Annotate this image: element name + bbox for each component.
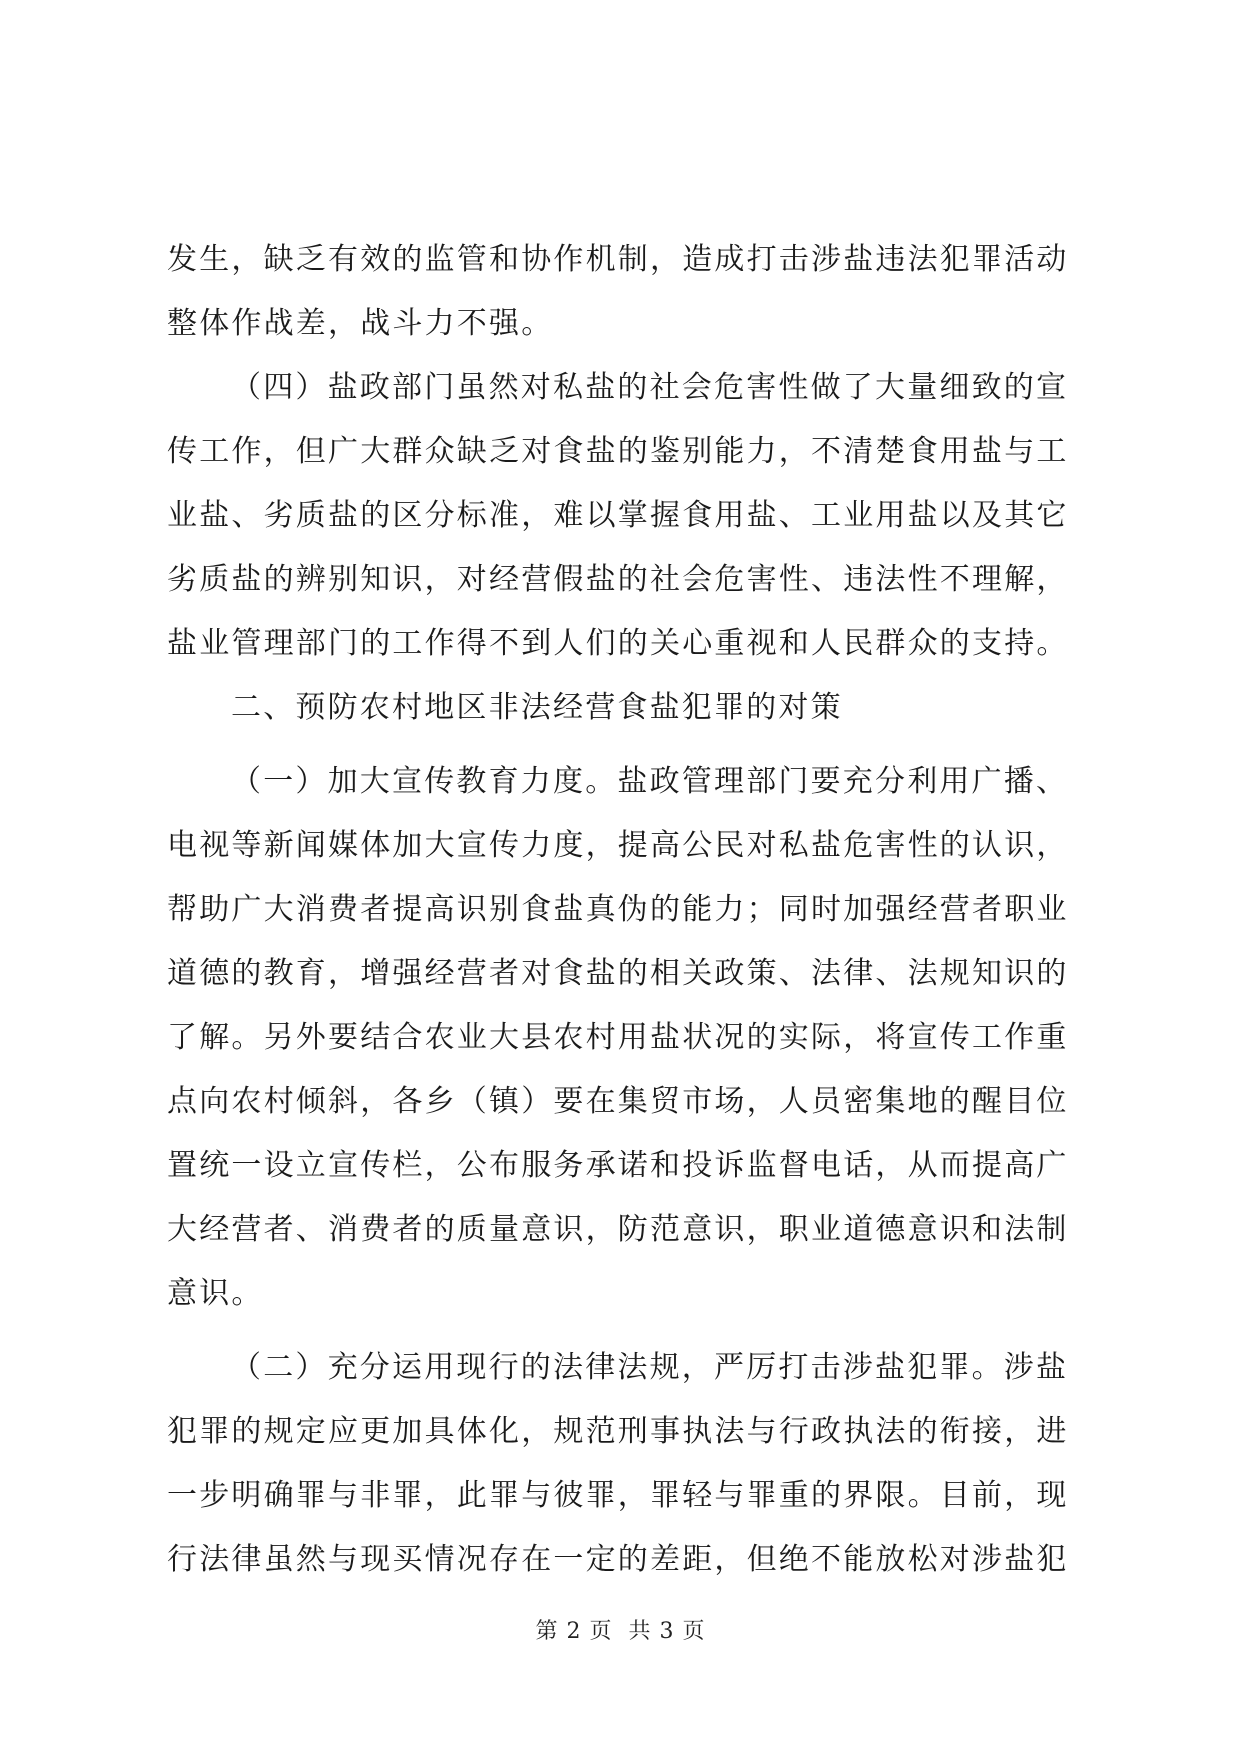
text-line: 一步明确罪与非罪，此罪与彼罪，罪轻与罪重的界限。目前，现 <box>167 1478 1069 1513</box>
paragraph <box>167 228 1077 356</box>
text-line: 二、预防农村地区非法经营食盐犯罪的对策 <box>231 690 843 725</box>
paragraph <box>167 356 1077 676</box>
document-body <box>167 228 1077 1592</box>
text-line: 了解。另外要结合农业大县农村用盐状况的实际，将宣传工作重 <box>167 1020 1069 1055</box>
paragraph <box>167 1336 1077 1592</box>
page-footer <box>0 1614 1241 1645</box>
text-line: 盐业管理部门的工作得不到人们的关心重视和人民群众的支持。 <box>167 626 1069 661</box>
text-line: 置统一设立宣传栏，公布服务承诺和投诉监督电话，从而提高广 <box>167 1148 1069 1183</box>
text-line: 犯罪的规定应更加具体化，规范刑事执法与行政执法的衔接，进 <box>167 1414 1069 1449</box>
text-line: 发生，缺乏有效的监管和协作机制，造成打击涉盐违法犯罪活动 <box>167 242 1069 277</box>
text-line: 帮助广大消费者提高识别食盐真伪的能力；同时加强经营者职业 <box>167 892 1069 927</box>
page-number: 第 2 页 <box>535 1619 613 1644</box>
text-line: 道德的教育，增强经营者对食盐的相关政策、法律、法规知识的 <box>167 956 1069 991</box>
paragraph <box>167 676 1077 740</box>
text-line: 大经营者、消费者的质量意识，防范意识，职业道德意识和法制 <box>167 1212 1069 1247</box>
text-line: （二）充分运用现行的法律法规，严厉打击涉盐犯罪。涉盐 <box>231 1350 1069 1385</box>
page-total: 共 3 页 <box>628 1619 706 1644</box>
text-line: 整体作战差，战斗力不强。 <box>167 306 554 341</box>
text-line: 电视等新闻媒体加大宣传力度，提高公民对私盐危害性的认识， <box>167 828 1069 863</box>
text-line: （四）盐政部门虽然对私盐的社会危害性做了大量细致的宣 <box>231 370 1069 405</box>
text-line: 行法律虽然与现买情况存在一定的差距，但绝不能放松对涉盐犯 <box>167 1542 1069 1577</box>
text-line: （一）加大宣传教育力度。盐政管理部门要充分利用广播、 <box>231 764 1069 799</box>
text-line: 意识。 <box>167 1276 264 1311</box>
text-line: 业盐、劣质盐的区分标准，难以掌握食用盐、工业用盐以及其它 <box>167 498 1069 533</box>
text-line: 劣质盐的辨别知识，对经营假盐的社会危害性、违法性不理解， <box>167 562 1069 597</box>
text-line: 传工作，但广大群众缺乏对食盐的鉴别能力，不清楚食用盐与工 <box>167 434 1069 469</box>
paragraph <box>167 750 1077 1326</box>
text-line: 点向农村倾斜，各乡（镇）要在集贸市场，人员密集地的醒目位 <box>167 1084 1069 1119</box>
